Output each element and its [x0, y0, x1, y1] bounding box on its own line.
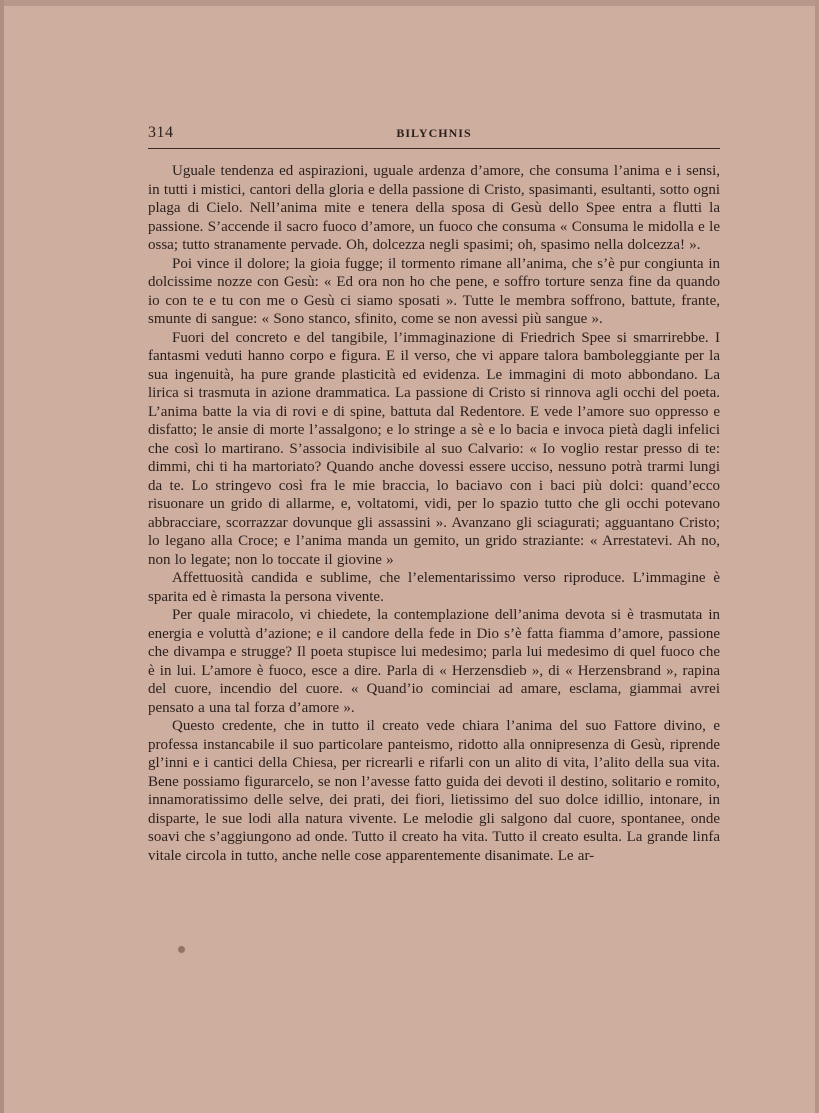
page-number: 314 — [148, 124, 174, 141]
running-head: BILYCHNIS — [396, 126, 472, 140]
paragraph: Fuori del concreto e del tangibile, l’immaginazione di Friedrich Spee si smarrirebbe. I fantasmi veduti hanno corpo e figura. E il verso, che vi appare talora bamboleggiante per la sua ingenuità, ha pure grande plasticità ed evidenza. Le immagini di moto abbondano. La lirica si trasmuta in azione drammatica. La passione di Cristo si rinnova agli occhi del poeta. L’anima batte la via di rovi e di spine, battuta dal Redentore. E vede l’amore suo oppresso e disfatto; le ansie di morte l’assalgono; e lo stringe a sè e lo bacia e invoca pietà dagli infelici che così lo martirano. S’associa indivisibile al suo Calvario: « Io voglio restar presso di te: dimmi, chi ti ha martoriato? Quando anche dovessi essere ucciso, nessuno potrà trarmi lungi da te. Lo stringevo così fra le mie braccia, lo baciavo con i baci più dolci: quand’ecco risuonare un grido di allarme, e, voltatomi, vidi, per lo spazio tutto che gli occhi potevano abbracciare, scorrazzar dovunque gli assassini ». Avanzano gli sciagurati; agguantano Cristo; lo legano alla Croce; e l’anima manda un gemito, un grido straziante: « Arrestatevi. Ah no, non lo legate; non lo toccate il giovine » — [148, 329, 720, 568]
ink-stain — [178, 946, 185, 953]
body-text — [148, 162, 720, 865]
page-right-edge — [815, 0, 819, 1113]
header-rule — [148, 148, 720, 149]
paragraph: Questo credente, che in tutto il creato vede chiara l’anima del suo Fattore divino, e professa instancabile il suo particolare panteismo, ridotto alla onnipresenza di Gesù, riprende gl’inni e i cantici della Chiesa, per ricrearli e rifarli con un alito di vita, l’alito della sua vita. Bene possiamo figurarcelo, se non l’avesse fatto guida dei devoti il destino, solitario e romito, innamoratissimo delle selve, dei prati, dei fiori, lietissimo del suo dolce idillio, intonare, in disparte, le sue lodi alla natura vivente. Le melodie gli salgono dal cuore, spontanee, onde soavi che s’aggiungono ad onde. Tutto il creato ha vita. Tutto il creato esulta. La grande linfa vitale circola in tutto, anche nelle cose apparentemente disanimate. Le ar- — [148, 718, 720, 864]
page-left-edge — [0, 0, 4, 1113]
paragraph: Poi vince il dolore; la gioia fugge; il tormento rimane all’anima, che s’è pur congiunta in dolcissime nozze con Gesù: « Ed ora non ho che pene, e soffro torture senza fine da quando io con te e tu con me o Gesù ci siamo sposati ». Tutte le membra soffrono, battute, frante, smunte di sangue: « Sono stanco, sfinito, come se non avessi più sangue ». — [148, 255, 720, 327]
paragraph: Uguale tendenza ed aspirazioni, uguale ardenza d’amore, che consuma l’anima e i sensi, in tutti i mistici, cantori della gloria e della passione di Cristo, spasimanti, esultanti, sotto ogni plaga di Cielo. Nell’anima mite e tenera della sposa di Gesù dello Spee entra a flutti la passione. S’accende il sacro fuoco d’amore, un fuoco che consuma « Consuma le midolla e le ossa; tutto stranamente pervade. Oh, dolcezza negli spasimi; oh, spasimo nella dolcezza! ». — [148, 163, 720, 253]
paragraph: Per quale miracolo, vi chiedete, la contemplazione dell’anima devota si è trasmutata in energia e voluttà d’azione; e il candore della fede in Dio s’è fatta fiamma d’amore, passione che divampa e strugge? Il poeta stupisce lui medesimo; parla lui medesimo di quel fuoco che è in lui. L’amore è fuoco, esce a dire. Parla di « Herzensdieb », di « Herzensbrand », rapina del cuore, incendio del cuore. « Quand’io cominciai ad amare, esclama, giammai avrei pensato a una tal forza d’amore ». — [148, 607, 720, 716]
page-header — [148, 124, 720, 148]
page-top-edge — [0, 0, 819, 6]
paragraph: Affettuosità candida e sublime, che l’elementarissimo verso riproduce. L’immagine è sparita ed è rimasta la persona vivente. — [148, 570, 720, 605]
